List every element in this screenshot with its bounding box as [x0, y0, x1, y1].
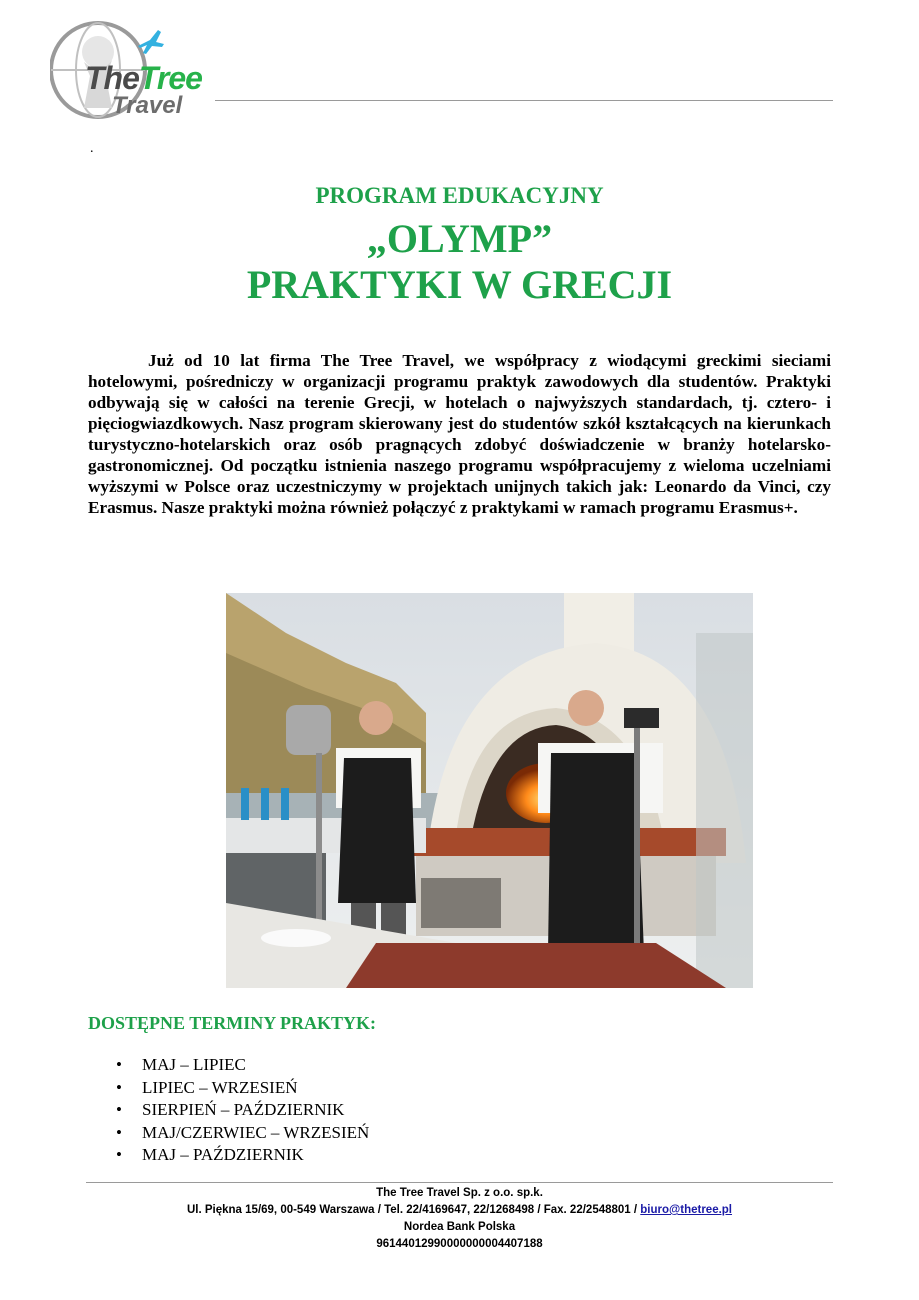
footer-divider	[86, 1182, 833, 1183]
logo-word-the: The	[85, 60, 139, 96]
company-logo	[50, 18, 215, 120]
list-item: • LIPIEC – WRZESIEŃ	[112, 1077, 369, 1100]
logo-word-tree: Tree	[138, 60, 202, 96]
footer-account: 96144012990000000004407188	[376, 1238, 543, 1250]
terms-heading: DOSTĘPNE TERMINY PRAKTYK:	[88, 1013, 377, 1033]
list-item: • MAJ – PAŹDZIERNIK	[112, 1144, 369, 1167]
header-divider	[215, 100, 833, 101]
title-line-1: PROGRAM EDUKACYJNY	[315, 183, 604, 208]
footer-company: The Tree Travel Sp. z o.o. sp.k.	[376, 1187, 543, 1199]
title-line-3: PRAKTYKI W GRECJI	[246, 262, 673, 307]
footer	[0, 1185, 919, 1253]
pizza-oven-photo	[226, 593, 753, 988]
email-link[interactable]: biuro@thetree.pl	[640, 1204, 733, 1216]
footer-address-line	[0, 1202, 919, 1219]
intro-paragraph: Już od 10 lat firma The Tree Travel, we współpracy z wiodącymi greckimi sieciami hotelowymi, pośredniczy w organizacji programu praktyk zawodowych dla studentów. Praktyki odbywają się w całości na terenie Grecji, w hotelach o najwyższych standardach, tj. cztero- i pięciogwiazdkowych. Nasz program skierowany jest do studentów szkół kształcących na kierunkach turystyczno-hotelarskich oraz osób pragnących zdobyć doświadczenie w branży hotelarsko-gastronomicznej. Od początku istnienia naszego programu współpracujemy z wieloma uczelniami wyższymi w Polsce oraz uczestniczymy w projektach unijnych takich jak: Leonardo da Vinci, czy Erasmus. Nasze praktyki można również połączyć z praktykami w ramach programu Erasmus+.	[88, 351, 831, 517]
terms-list	[112, 1054, 369, 1167]
list-item: • MAJ/CZERWIEC – WRZESIEŃ	[112, 1122, 369, 1145]
footer-address: Ul. Piękna 15/69, 00-549 Warszawa / Tel. 22/4169647, 22/1268498 / Fax. 22/2548801 /	[186, 1204, 641, 1216]
footer-bank: Nordea Bank Polska	[403, 1221, 516, 1233]
logo-word-travel: Travel	[112, 92, 183, 119]
list-item: • SIERPIEŃ – PAŹDZIERNIK	[112, 1099, 369, 1122]
document-title	[0, 182, 919, 308]
list-item: • MAJ – LIPIEC	[112, 1054, 369, 1077]
stray-marker: .	[90, 141, 94, 156]
title-line-2: „OLYMP”	[366, 216, 553, 261]
